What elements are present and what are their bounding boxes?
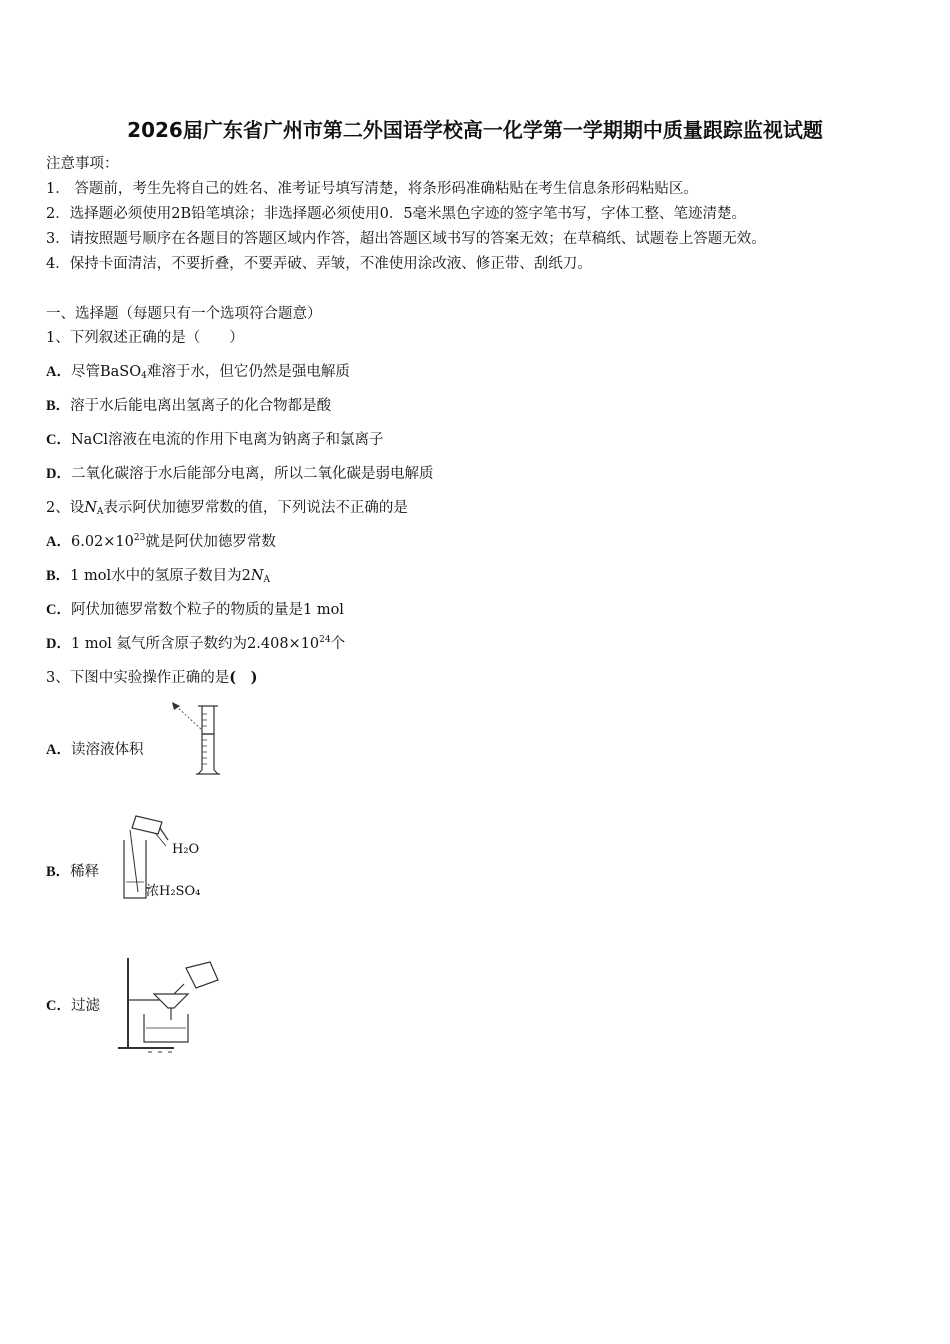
notice-item: 3．请按照题号顺序在各题目的答题区域内作答，超出答题区域书写的答案无效；在草稿纸、试题卷上答题无效。 [46,231,766,247]
exam-title: 2026届广东省广州市第二外国语学校高一化学第一学期期中质量跟踪监视试题 [127,118,823,142]
avogadro-symbol: N [250,568,264,584]
q3-stem [46,666,257,687]
answer-paren: ( ) [229,669,258,686]
subscript: A [96,507,104,517]
q2-stem [46,496,408,517]
notice-item: 4．保持卡面清洁，不要折叠，不要弄破、弄皱，不准使用涂改液、修正带、刮纸刀。 [46,256,592,272]
avogadro-symbol: N [84,500,97,516]
option-letter: B． [46,568,71,584]
q1-option-c [46,428,384,449]
notice-heading: 注意事项： [46,156,119,172]
option-letter: D． [46,636,71,652]
option-text: 6.02×10 [70,534,134,550]
option-text: 尽管BaSO [70,364,142,380]
notice-item: 1． 答题前，考生先将自己的姓名、准考证号填写清楚，将条形码准确粘贴在考生信息条形码粘贴区。 [46,181,698,197]
q2-option-b [46,564,270,585]
option-text: 难溶于水，但它仍然是强电解质 [146,364,350,380]
option-text: 过滤 [70,998,100,1014]
option-letter: A． [46,534,71,550]
option-letter: A． [46,364,71,380]
option-text: 阿伏加德罗常数个粒子的物质的量是1 mol [70,602,344,618]
option-text: 稀释 [70,864,100,880]
q3-option-c [46,994,100,1015]
stem-text: 3、下图中实验操作正确的是 [46,670,230,686]
subscript: A [263,575,271,585]
option-text: 1 mol水中的氢原子数目为2 [70,568,251,584]
q1-option-b [46,394,331,415]
section-heading: 一、选择题（每题只有一个选项符合题意） [46,306,322,322]
notice-item: 2．选择题必须使用2B铅笔填涂；非选择题必须使用0．5毫米黑色字迹的签字笔书写，字体工整、笔迹清楚。 [46,206,747,222]
option-text: 1 mol 氦气所含原子数约为2.408×10 [70,636,320,652]
option-letter: B． [46,864,71,880]
q3-option-b [46,860,99,881]
q1-stem: 1、下列叙述正确的是（ ） [46,330,244,346]
stem-text: 表示阿伏加德罗常数的值，下列说法不正确的是 [103,500,408,516]
option-text: 二氧化碳溶于水后能部分电离，所以二氧化碳是弱电解质 [70,466,434,482]
q1-option-a [46,360,350,381]
option-text: 个 [330,636,346,652]
filtration-figure [114,954,222,1054]
option-text: 溶于水后能电离出氢离子的化合物都是酸 [70,398,332,414]
water-label: H₂O [172,842,200,857]
option-letter: D． [46,466,71,482]
option-text: 就是阿伏加德罗常数 [145,534,276,550]
subscript: 4 [141,371,147,381]
option-text: 读溶液体积 [70,742,144,758]
option-text: NaCl溶液在电流的作用下电离为钠离子和氯离子 [70,432,384,448]
superscript: 24 [319,635,331,645]
option-letter: C． [46,432,71,448]
q2-option-d [46,632,345,653]
stem-text: 2、设 [46,500,85,516]
option-letter: C． [46,998,71,1014]
option-letter: C． [46,602,71,618]
graduated-cylinder-figure [168,700,228,780]
q3-option-a [46,738,143,759]
superscript: 23 [133,533,146,543]
option-letter: B． [46,398,71,414]
option-letter: A． [46,742,71,758]
acid-label: 浓H₂SO₄ [146,884,201,899]
q2-option-a [46,530,276,551]
q1-option-d [46,462,433,483]
dilution-figure [116,812,226,902]
q2-option-c [46,598,344,619]
